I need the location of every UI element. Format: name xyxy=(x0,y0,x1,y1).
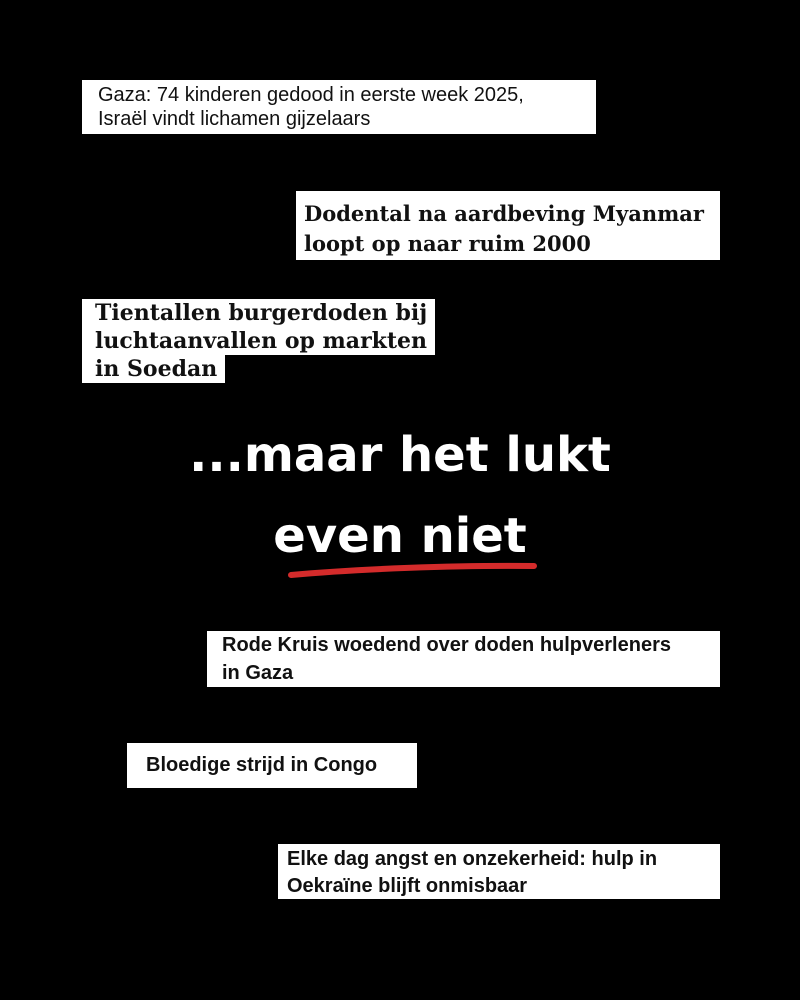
slogan-line-1: ...maar het lukt xyxy=(189,427,611,483)
headline-line: loopt op naar ruim 2000 xyxy=(304,231,591,256)
headline-card-gaza xyxy=(82,80,596,134)
headline-line: Bloedige strijd in Congo xyxy=(146,754,378,776)
headline-line: in Gaza xyxy=(222,662,294,684)
slogan-line-2: even niet xyxy=(273,508,527,564)
headline-line: Dodental na aardbeving Myanmar xyxy=(304,201,704,226)
headline-card-soedan xyxy=(82,299,435,383)
headline-line: Tientallen burgerdoden bij xyxy=(82,299,435,327)
headline-line: luchtaanvallen op markten xyxy=(82,327,435,355)
headline-line: in Soedan xyxy=(82,355,225,383)
headline-line: Oekraïne blijft onmisbaar xyxy=(287,875,528,897)
underline-path xyxy=(291,566,534,575)
headline-card-myanmar xyxy=(296,191,720,260)
headline-card-congo xyxy=(127,743,417,788)
headline-line: Israël vindt lichamen gijzelaars xyxy=(98,108,371,130)
headline-line: Gaza: 74 kinderen gedood in eerste week 2025, xyxy=(98,84,524,106)
headline-card-oekraine xyxy=(278,844,720,899)
headline-line: Rode Kruis woedend over doden hulpverleners xyxy=(222,634,671,656)
red-underline-stroke xyxy=(286,558,540,582)
headline-line: Elke dag angst en onzekerheid: hulp in xyxy=(287,848,658,870)
headline-card-rode-kruis xyxy=(207,631,720,687)
